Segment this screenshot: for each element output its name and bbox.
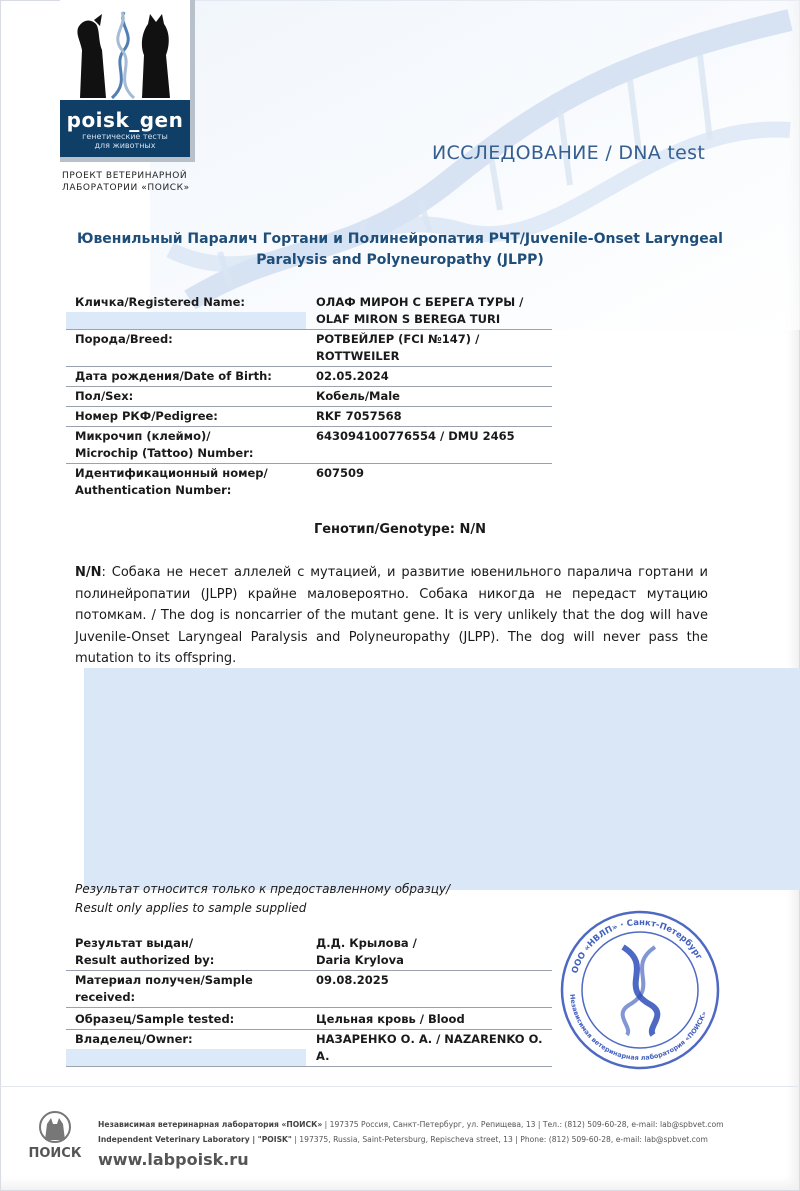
info-row-name bbox=[66, 294, 552, 330]
info-label: Номер РКФ/Pedigree: bbox=[75, 409, 218, 423]
auth-label: Образец/Sample tested: bbox=[75, 1012, 235, 1026]
info-label: Пол/Sex: bbox=[75, 389, 134, 403]
info-value: РОТВЕЙЛЕР (FCI №147) / ROTTWEILER bbox=[316, 332, 480, 363]
info-label: Дата рождения/Date of Birth: bbox=[75, 369, 272, 383]
info-row-dob bbox=[66, 368, 552, 387]
row-shade bbox=[66, 1049, 306, 1066]
footer-line-en: Independent Veterinary Laboratory | "POISK" | 197375, Russia, Saint-Petersburg, Repischeva street, 13 | Phone: (812) 509-60-28, e-mail: lab@spbvet.com bbox=[98, 1135, 708, 1144]
test-title-line2: Paralysis and Polyneuropathy (JLPP) bbox=[256, 252, 544, 268]
info-label: Порода/Breed: bbox=[75, 332, 173, 346]
info-value: 643094100776554 / DMU 2465 bbox=[316, 429, 515, 443]
project-caption-line2: ЛАБОРАТОРИИ «ПОИСК» bbox=[62, 183, 190, 193]
test-title bbox=[70, 229, 730, 271]
info-label: Кличка/Registered Name: bbox=[75, 295, 245, 309]
footer-divider bbox=[0, 1086, 800, 1087]
info-value: 607509 bbox=[316, 466, 365, 480]
result-text: : Собака не несет аллелей с мутацией, и развитие ювенильного паралича гортани и полинейропатии (JLPP) крайне маловероятно. Собака никогда не передаст мутацию потомкам. / The dog is noncarrier of the mutant gene. It is very unlikely that the dog will have Juvenile-Onset Laryngeal Paralysis and Polyneuropathy (JLPP). The dog will never pass the mutation to its offspring. bbox=[75, 565, 708, 666]
doc-title: ИССЛЕДОВАНИЕ / DNA test bbox=[432, 142, 706, 164]
poisk-gen-logo bbox=[60, 0, 195, 162]
info-row-auth-number bbox=[66, 465, 552, 500]
info-row-sex bbox=[66, 388, 552, 407]
info-label: Идентификационный номер/ Authentication Number: bbox=[75, 466, 268, 497]
auth-row-sample bbox=[66, 1011, 552, 1030]
project-caption bbox=[62, 170, 190, 194]
footer-logo-text: ПОИСК bbox=[28, 1146, 82, 1161]
auth-row-received bbox=[66, 972, 552, 1008]
auth-row-owner bbox=[66, 1031, 552, 1067]
info-value: RKF 7057568 bbox=[316, 409, 402, 423]
project-caption-line1: ПРОЕКТ ВЕТЕРИНАРНОЙ bbox=[62, 171, 188, 181]
dog-cat-dna-logo-icon bbox=[72, 10, 177, 100]
info-value: 02.05.2024 bbox=[316, 369, 389, 383]
footer-line-ru: Независимая ветеринарная лаборатория «ПОИСК» | 197375 Россия, Санкт-Петербург, ул. Репищева, 13 | Тел.: (812) 509-60-28, e-mail: lab@spbvet.com bbox=[98, 1120, 724, 1129]
auth-label: Результат выдан/ Result authorized by: bbox=[75, 936, 215, 967]
info-label: Микрочип (клеймо)/ Microchip (Tattoo) Number: bbox=[75, 429, 254, 460]
auth-value: 09.08.2025 bbox=[316, 973, 389, 987]
laboratory-stamp bbox=[555, 905, 725, 1070]
test-title-line1: Ювенильный Паралич Гортани и Полинейропатия РЧТ/Juvenile-Onset Laryngeal bbox=[77, 231, 723, 247]
auth-value: Цельная кровь / Blood bbox=[316, 1012, 465, 1026]
auth-label: Владелец/Owner: bbox=[75, 1032, 193, 1046]
auth-label: Материал получен/Sample received: bbox=[75, 973, 253, 1004]
result-code: N/N bbox=[75, 565, 102, 580]
auth-value: НАЗАРЕНКО О. А. / NAZARENKO O. A. bbox=[316, 1032, 543, 1063]
logo-tagline-2: для животных bbox=[94, 141, 156, 150]
logo-name: poisk_gen bbox=[66, 108, 184, 132]
stamp-bottom-text: Независимая ветеринарная лаборатория «ПОИСК» bbox=[568, 993, 709, 1063]
info-value: Кобель/Male bbox=[316, 389, 400, 403]
auth-value: Д.Д. Крылова / Daria Krylova bbox=[316, 936, 417, 967]
result-description bbox=[75, 562, 708, 670]
auth-row-authorized-by bbox=[66, 935, 552, 971]
genotype-result: Генотип/Genotype: N/N bbox=[313, 522, 487, 537]
blank-shaded-area bbox=[84, 668, 800, 890]
sample-note bbox=[75, 880, 450, 918]
dog-cat-silhouette-icon bbox=[35, 1110, 75, 1144]
sample-note-en: Result only applies to sample supplied bbox=[75, 901, 307, 915]
sample-note-ru: Результат относится только к предоставленному образцу/ bbox=[75, 882, 451, 896]
info-row-microchip bbox=[66, 428, 552, 464]
info-value: ОЛАФ МИРОН С БЕРЕГА ТУРЫ / OLAF MIRON S BEREGA TURI bbox=[316, 295, 524, 326]
logo-tagline-1: генетические тесты bbox=[82, 132, 168, 141]
dna-background-graphic bbox=[150, 0, 800, 330]
logo-band bbox=[60, 100, 190, 157]
stamp-top-text: ООО «НВЛП» · Санкт-Петербург bbox=[570, 917, 704, 975]
info-row-pedigree bbox=[66, 408, 552, 427]
website-link[interactable]: www.labpoisk.ru bbox=[98, 1150, 249, 1169]
footer-poisk-logo bbox=[22, 1110, 88, 1172]
info-row-breed bbox=[66, 331, 552, 367]
row-shade bbox=[66, 312, 306, 329]
